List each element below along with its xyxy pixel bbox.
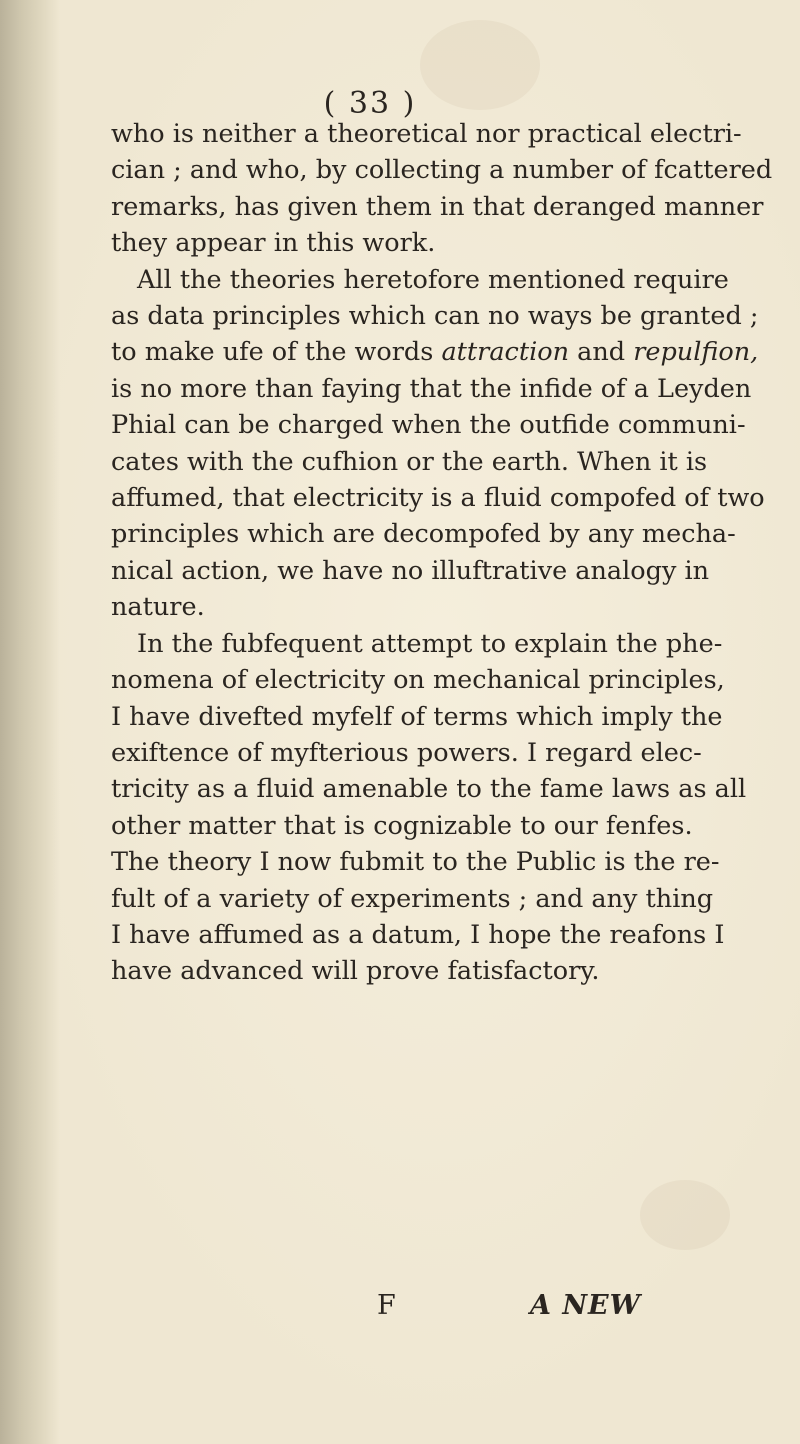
text-line: as data principles which can no ways be granted ; — [111, 301, 759, 332]
text-fragment: and — [577, 337, 626, 368]
text-line: nature. — [111, 592, 205, 623]
text-line: is no more than faying that the infide of a Leyden — [111, 373, 752, 404]
text-line: In the fubfequent attempt to explain the phe- — [137, 628, 723, 659]
text-line: The theory I now fubmit to the Public is the re- — [111, 847, 720, 878]
italic-term-repulsion: repulfion, — [633, 337, 759, 368]
signature-mark: F — [377, 1290, 396, 1321]
text-line: Phial can be charged when the outfide communi- — [111, 410, 746, 441]
text-line: they appear in this work. — [111, 228, 436, 259]
text-line: remarks, has given them in that deranged manner — [111, 191, 764, 222]
text-line: tricity as a fluid amenable to the fame laws as all — [111, 774, 747, 805]
text-line: exiftence of myfterious powers. I regard elec- — [111, 737, 702, 768]
text-line-mixed — [111, 334, 759, 370]
text-line: who is neither a theoretical nor practical electri- — [111, 119, 742, 149]
text-line: nomena of electricity on mechanical principles, — [111, 665, 725, 696]
text-line: nical action, we have no illuftrative analogy in — [111, 555, 710, 586]
text-line: principles which are decompofed by any mecha- — [111, 519, 736, 550]
italic-term-attraction: attraction — [441, 337, 570, 368]
text-line: fult of a variety of experiments ; and any thing — [111, 883, 714, 914]
catchword: A NEW — [530, 1290, 641, 1321]
text-line: I have divefted myfelf of terms which imply the — [111, 701, 723, 732]
page-number: ( 33 ) — [323, 86, 417, 121]
paper-stain — [640, 1180, 730, 1250]
text-line: have advanced will prove fatisfactory. — [111, 956, 600, 987]
page-footer — [0, 1290, 800, 1330]
text-line: All the theories heretofore mentioned require — [137, 264, 729, 295]
body-text — [111, 116, 773, 990]
text-line: other matter that is cognizable to our fenfes. — [111, 810, 693, 841]
text-fragment: to make ufe of the words — [111, 337, 434, 368]
page-gutter-shadow — [0, 0, 60, 1444]
text-line: I have affumed as a datum, I hope the reafons I — [111, 919, 725, 950]
text-line: cian ; and who, by collecting a number of fcattered — [111, 155, 773, 186]
text-line: affumed, that electricity is a fluid compofed of two — [111, 483, 765, 514]
text-line: cates with the cufhion or the earth. When it is — [111, 446, 708, 477]
